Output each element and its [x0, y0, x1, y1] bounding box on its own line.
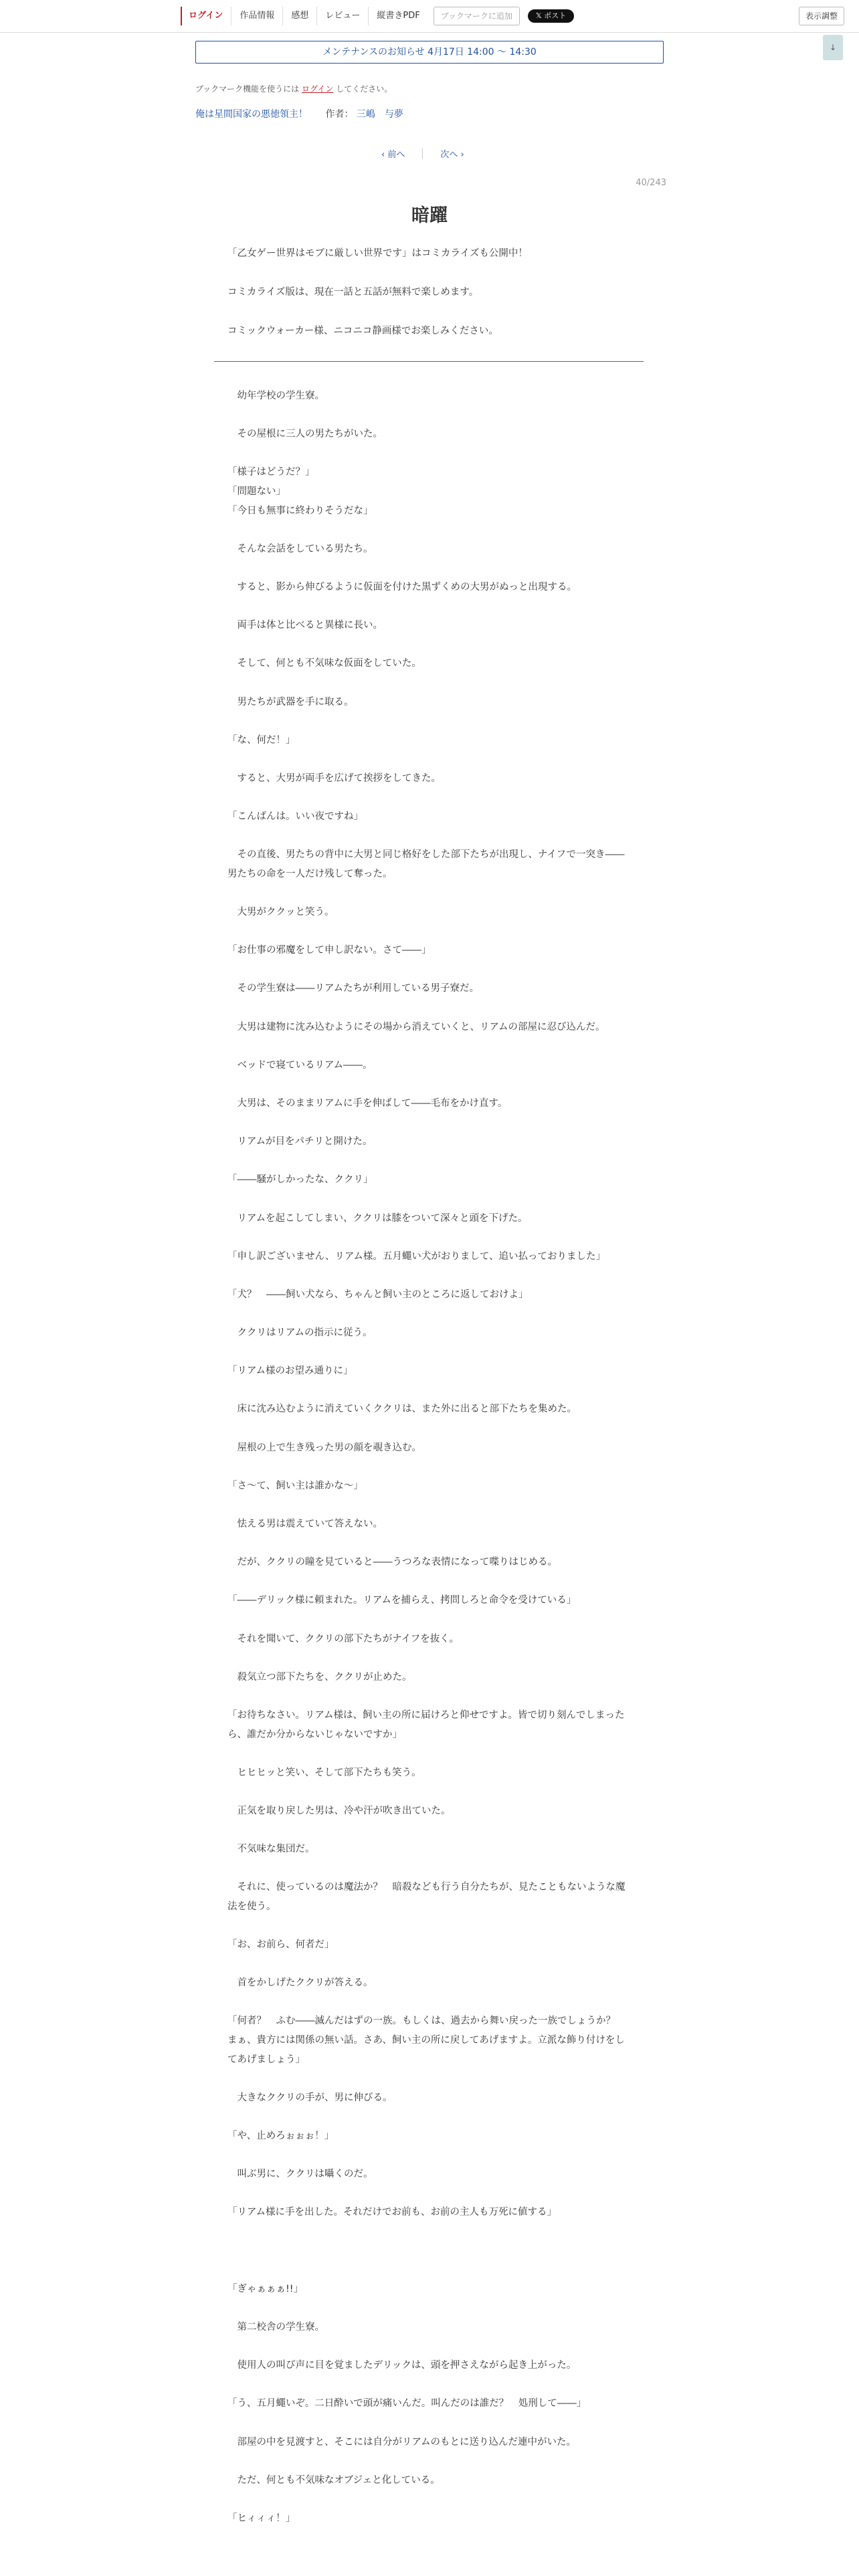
add-bookmark-button[interactable]: ブックマークに追加 [434, 7, 520, 25]
body-line [227, 2107, 632, 2127]
body-line: そんな会話をしている男たち。 [227, 543, 373, 554]
body-line: 「ぎゃぁぁぁ!!」 [227, 2283, 304, 2294]
nav-vertical-pdf[interactable]: 縦書きPDF [368, 7, 427, 25]
body-line [227, 1075, 632, 1094]
pager-divider [422, 148, 423, 159]
body-line: 第二校舎の学生寮。 [227, 2321, 324, 2333]
body-line [227, 597, 632, 617]
body-line [227, 2222, 632, 2242]
nav-reviews[interactable]: レビュー [316, 7, 368, 25]
body-line: 「申し訳ございません、リアム様。五月蠅い犬がおりまして、追い払っておりました」 [227, 1251, 606, 1262]
body-line: 大男は建物に沈み込むようにその場から消えていくと、リアムの部屋に忍び込んだ。 [227, 1021, 605, 1033]
episode-count: 40/243 [636, 178, 666, 188]
body-line: そして、何とも不気味な仮面をしていた。 [227, 658, 421, 669]
body-line [227, 712, 632, 731]
body-line [227, 1381, 632, 1400]
body-line: 大男は、そのままリアムに手を伸ばして――毛布をかけ直す。 [227, 1097, 508, 1109]
body-line: 不気味な集団だ。 [227, 1844, 315, 1855]
body-line [227, 635, 632, 655]
series-title-link[interactable]: 俺は星間国家の悪徳領主！ [195, 109, 308, 120]
nav-impressions[interactable]: 感想 [282, 7, 316, 25]
preface-line: 「乙女ゲー世界はモブに厳しい世界です」はコミカライズも公開中！ [227, 248, 528, 259]
body-line: 「問題ない」 [227, 486, 286, 497]
body-line: 「お仕事の邪魔をして申し訳ない。さて――」 [227, 945, 432, 956]
body-line [227, 2146, 632, 2165]
body-line [227, 1859, 632, 1879]
body-line [227, 1993, 632, 2012]
body-line: 「様子はどうだ？」 [227, 467, 315, 478]
body-line: 「ヒィィィ！」 [227, 2512, 296, 2524]
author-label: 作者： [325, 109, 354, 120]
body-line: 「や、止めろぉぉぉ！」 [227, 2131, 335, 2142]
body-line: 正気を取り戻した男は、冷や汗が吹き出ていた。 [227, 1805, 451, 1816]
body-line [227, 960, 632, 980]
body-line: 殺気立つ部下たちを、ククリが止めた。 [227, 1671, 412, 1683]
body-line: それに、使っているのは魔法か？ 暗殺なども行う自分たちが、見たこともないような魔法を使う。 [227, 1882, 626, 1912]
author-link[interactable]: 三嶋 与夢 [356, 109, 403, 120]
next-episode-link[interactable]: 次へ › [440, 150, 464, 160]
body-line [227, 673, 632, 693]
body-line: ククリはリアムの指示に従う。 [227, 1327, 373, 1339]
body-line [227, 1266, 632, 1285]
body-line: 「リアム様のお望み通りに」 [227, 1366, 353, 1377]
body-line [227, 883, 632, 903]
body-line [227, 2337, 632, 2357]
body-line: 男たちが武器を手に取る。 [227, 696, 354, 708]
bookmark-login-link[interactable]: ログイン [302, 84, 334, 94]
preface-divider [214, 361, 644, 362]
top-nav [181, 7, 574, 25]
body-line: 「こんばんは。いい夜ですね」 [227, 811, 363, 823]
body-line: 「リアム様に手を出した。それだけでお前も、お前の主人も万死に値する」 [227, 2207, 557, 2218]
series-info [195, 107, 403, 120]
body-line [227, 1782, 632, 1802]
body-line: リアムを起こしてしまい、ククリは膝をついて深々と頭を下げた。 [227, 1212, 528, 1224]
bookmark-note-suffix: してください。 [336, 84, 393, 94]
display-settings-button[interactable]: 表示調整 [799, 7, 844, 25]
body-line [227, 1305, 632, 1324]
body-line: その学生寮は――リアムたちが利用している男子寮だ。 [227, 983, 479, 994]
bookmark-login-note [195, 83, 392, 94]
body-line: 大きなククリの手が、男に伸びる。 [227, 2092, 393, 2103]
body-line [227, 1228, 632, 1247]
body-line: 首をかしげたククリが答える。 [227, 1977, 373, 1989]
body-line [227, 1917, 632, 1936]
body-line: 部屋の中を見渡すと、そこには自分がリアムのもとに送り込んだ連中がいた。 [227, 2436, 576, 2448]
body-line [227, 2242, 632, 2261]
body-line [227, 1821, 632, 1840]
body-line: だが、ククリの瞳を見ていると――うつろな表情になって喋りはじめる。 [227, 1557, 557, 1568]
body-line: 「お待ちなさい。リアム様は、飼い主の所に届けろと仰せですよ。皆で切り刻んでしまったら、誰だか分からないじゃないですか」 [227, 1709, 625, 1740]
body-line [227, 1037, 632, 1056]
body-line [227, 1648, 632, 1668]
body-line [227, 2184, 632, 2204]
body-line [227, 922, 632, 942]
body-line: 「犬？ ――飼い犬なら、ちゃんと飼い主のところに返しておけよ」 [227, 1289, 529, 1300]
body-line [227, 1457, 632, 1477]
body-line [227, 1495, 632, 1515]
body-line [227, 1955, 632, 1974]
body-line [227, 558, 632, 578]
body-line: ただ、何とも不気味なオブジェと化している。 [227, 2474, 440, 2486]
body-line: ベッドで寝ているリアム――。 [227, 1059, 373, 1071]
bookmark-note-prefix: ブックマーク機能を使うには [195, 84, 300, 94]
preface-line: コミックウォーカー様、ニコニコ静画様でお楽しみください。 [227, 326, 498, 336]
top-bar [0, 0, 859, 33]
body-line [227, 2298, 632, 2318]
nav-login[interactable]: ログイン [181, 7, 231, 25]
body-line: 「何者？ ふむ――滅んだはずの一族。もしくは、過去から舞い戻った一族でしょうか？ まぁ、貴方には関係の無い話。さあ、飼い主の所に戻してあげますよ。立派な飾り付けをしてあげましょう」 [227, 2016, 626, 2065]
maintenance-notice[interactable]: メンテナンスのお知らせ 4月17日 14:00 ～ 14:30 [195, 41, 664, 64]
scroll-down-icon[interactable]: ↓ [823, 35, 843, 60]
body-line: 屋根の上で生き残った男の顔を覗き込む。 [227, 1442, 421, 1453]
body-line [227, 1610, 632, 1630]
body-line [227, 750, 632, 769]
body-line: それを聞いて、ククリの部下たちがナイフを抜く。 [227, 1633, 459, 1644]
body-line [227, 406, 632, 425]
body-line: 「さ～て、飼い主は誰かな～」 [227, 1480, 363, 1491]
body-line: 両手は体と比べると異様に長い。 [227, 620, 383, 631]
body-line: ヒヒヒッと笑い、そして部下たちも笑う。 [227, 1767, 421, 1778]
chapter-title: 暗躍 [411, 205, 448, 226]
nav-work-info[interactable]: 作品情報 [231, 7, 282, 25]
novel-body [227, 387, 632, 2529]
body-line [227, 1744, 632, 1763]
body-line: 「お、お前ら、何者だ」 [227, 1939, 335, 1951]
body-line [227, 1113, 632, 1133]
body-line: 叫ぶ男に、ククリは囁くのだ。 [227, 2169, 373, 2180]
body-line [227, 1419, 632, 1438]
body-line [227, 520, 632, 540]
prev-episode-link[interactable]: ‹ 前へ [381, 150, 405, 160]
body-line: 怯える男は震えていて答えない。 [227, 1519, 383, 1530]
body-line [227, 1190, 632, 1209]
body-line [227, 2452, 632, 2471]
body-line: 「今日も無事に終わりそうだな」 [227, 505, 373, 516]
body-line: 床に沈み込むように消えていくククリは、また外に出ると部下たちを集めた。 [227, 1404, 577, 1415]
preface-line: コミカライズ版は、現在一話と五話が無料で楽しめます。 [227, 287, 479, 298]
body-line [227, 2069, 632, 2088]
body-line [227, 998, 632, 1018]
body-line [227, 827, 632, 846]
body-line: 「――騒がしかったな、ククリ」 [227, 1174, 373, 1186]
body-line: 使用人の叫び声に目を覚ましたデリックは、頭を押さえながら起き上がった。 [227, 2360, 577, 2371]
body-line: すると、大男が両手を広げて挨拶をしてきた。 [227, 772, 441, 784]
preface [227, 246, 642, 362]
body-line [227, 1534, 632, 1553]
body-line: その直後、男たちの背中に大男と同じ格好をした部下たちが出現し、ナイフで一突き――男たちの命を一人だけ残して奪った。 [227, 849, 625, 879]
body-line: リアムが目をパチリと開けた。 [227, 1136, 373, 1148]
episode-pager [375, 147, 471, 160]
body-line [227, 1152, 632, 1171]
body-line [227, 2413, 632, 2433]
body-line: 「う、五月蠅いぞ。二日酔いで頭が痛いんだ。叫んだのは誰だ？ 処刑して――」 [227, 2398, 587, 2409]
body-line [227, 1572, 632, 1592]
body-line: すると、影から伸びるように仮面を付けた黒ずくめの大男がぬっと出現する。 [227, 581, 577, 593]
body-line: 「な、何だ！」 [227, 734, 296, 746]
body-line: 「――デリック様に頼まれた。リアムを捕らえ、拷問しろと命令を受けている」 [227, 1595, 577, 1606]
body-line: その屋根に三人の男たちがいた。 [227, 429, 383, 440]
body-line [227, 2260, 632, 2280]
body-line [227, 2490, 632, 2509]
body-line [227, 1343, 632, 1362]
body-line [227, 788, 632, 807]
body-line [227, 2375, 632, 2395]
body-line: 幼年学校の学生寮。 [227, 391, 324, 401]
x-post-button[interactable]: 𝕏 ポスト [528, 9, 574, 23]
body-line [227, 1687, 632, 1706]
body-line [227, 444, 632, 463]
body-line: 大男がククッと笑う。 [227, 907, 335, 918]
